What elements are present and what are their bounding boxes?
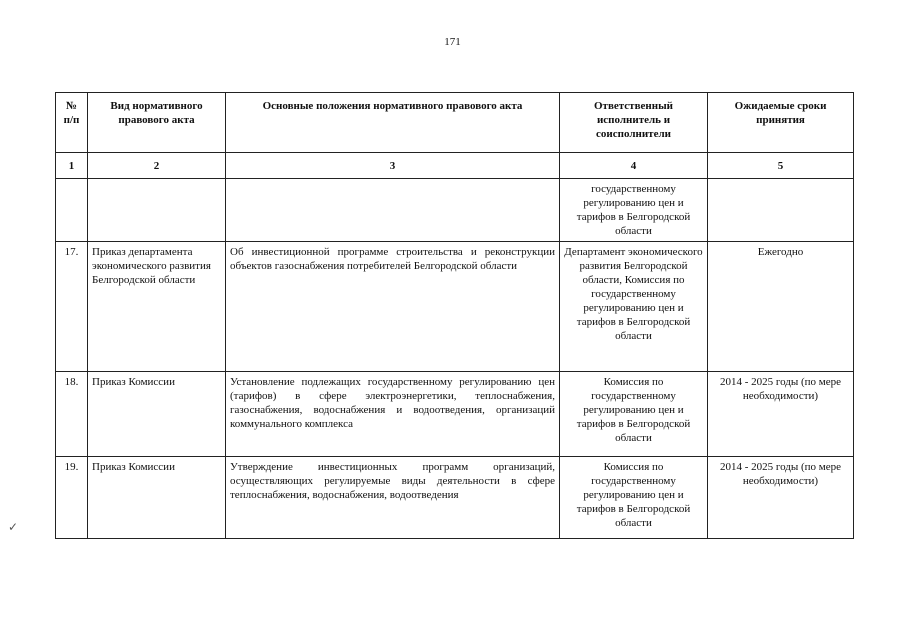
cell-number: 18. — [56, 372, 88, 457]
table-header-row — [56, 93, 854, 153]
cell-empty — [88, 179, 226, 242]
table-row — [56, 372, 854, 457]
cell-executor: Департамент экономического развития Белгородской области, Комиссия по государственному регулированию цен и тарифов в Белгородской области — [560, 242, 708, 372]
cell-deadline: Ежегодно — [708, 242, 854, 372]
table-row-continuation — [56, 179, 854, 242]
header-number: № п/п — [56, 93, 88, 153]
header-deadline: Ожидаемые сроки принятия — [708, 93, 854, 153]
cell-empty — [708, 179, 854, 242]
cell-number: 19. — [56, 457, 88, 539]
cell-act-type: Приказ департамента экономического развития Белгородской области — [88, 242, 226, 372]
page-number: 171 — [444, 36, 461, 48]
cell-empty — [226, 179, 560, 242]
cell-empty — [56, 179, 88, 242]
cell-provisions: Утверждение инвестиционных программ организаций, осуществляющих регулируемые виды деятельности в сфере теплоснабжения, водоснабжения, водоотведения — [226, 457, 560, 539]
margin-check-mark: ✓ — [8, 520, 19, 534]
column-numbers-row — [56, 153, 854, 179]
table-row — [56, 242, 854, 372]
column-number: 2 — [88, 153, 226, 179]
column-number: 1 — [56, 153, 88, 179]
header-provisions: Основные положения нормативного правового акта — [226, 93, 560, 153]
cell-deadline: 2014 - 2025 годы (по мере необходимости) — [708, 372, 854, 457]
cell-act-type: Приказ Комиссии — [88, 372, 226, 457]
cell-provisions: Об инвестиционной программе строительства и реконструкции объектов газоснабжения потребителей Белгородской области — [226, 242, 560, 372]
legal-acts-table — [55, 92, 854, 539]
column-number: 4 — [560, 153, 708, 179]
column-number: 5 — [708, 153, 854, 179]
column-number: 3 — [226, 153, 560, 179]
cell-executor: государственному регулированию цен и тарифов в Белгородской области — [560, 179, 708, 242]
table-row — [56, 457, 854, 539]
cell-executor: Комиссия по государственному регулированию цен и тарифов в Белгородской области — [560, 457, 708, 539]
header-act-type: Вид нормативного правового акта — [88, 93, 226, 153]
header-executor: Ответственный исполнитель и соисполнители — [560, 93, 708, 153]
cell-executor: Комиссия по государственному регулированию цен и тарифов в Белгородской области — [560, 372, 708, 457]
cell-number: 17. — [56, 242, 88, 372]
cell-act-type: Приказ Комиссии — [88, 457, 226, 539]
cell-provisions: Установление подлежащих государственному регулированию цен (тарифов) в сфере электроэнергетики, теплоснабжения, газоснабжения, водоснабжения и водоотведения, организаций коммунального комплекса — [226, 372, 560, 457]
cell-deadline: 2014 - 2025 годы (по мере необходимости) — [708, 457, 854, 539]
